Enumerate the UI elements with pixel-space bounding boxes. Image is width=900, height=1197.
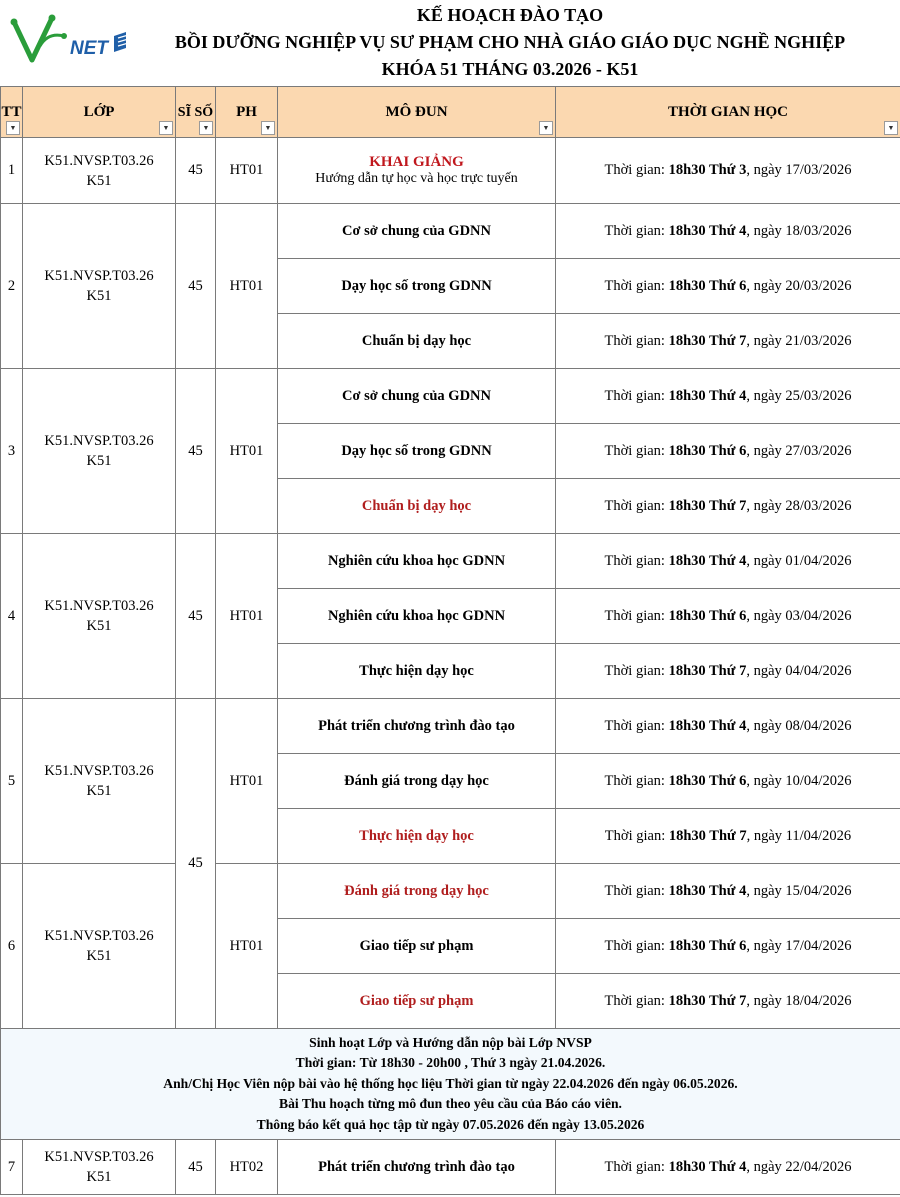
date-value: 22/04/2026 (785, 1158, 852, 1175)
time-value: 18h30 Thứ 7 (668, 332, 747, 349)
time-label: Thời gian: (604, 277, 665, 294)
time-value: 18h30 Thứ 4 (668, 222, 747, 239)
time-value: 18h30 Thứ 7 (668, 827, 747, 844)
module-cell (278, 138, 556, 204)
class-cell (23, 138, 176, 204)
time-value: 18h30 Thứ 6 (668, 772, 747, 789)
module-cell: Giao tiếp sư phạm (278, 974, 556, 1029)
col-header-tt[interactable] (1, 87, 23, 138)
col-header-tt-label: TT (1, 103, 22, 120)
filter-dropdown-icon[interactable]: ▼ (159, 121, 173, 135)
time-cell (556, 1140, 900, 1195)
day-separator: , ngày (746, 607, 782, 624)
title-block (140, 2, 880, 83)
time-label: Thời gian: (604, 662, 665, 679)
col-header-lop-label: LỚP (83, 103, 115, 120)
row-number: 7 (1, 1140, 23, 1195)
course-title: KHÓA 51 THÁNG 03.2026 - K51 (381, 59, 639, 79)
day-separator: , ngày (746, 162, 782, 178)
filter-dropdown-icon[interactable]: ▼ (884, 121, 898, 135)
class-name: K51.NVSP.T03.26 (44, 928, 154, 944)
time-value: 18h30 Thứ 6 (668, 277, 747, 294)
day-separator: , ngày (746, 497, 782, 514)
date-value: 18/04/2026 (785, 992, 852, 1009)
module-cell: Chuẩn bị dạy học (278, 479, 556, 534)
time-label: Thời gian: (604, 882, 665, 899)
page-subtitle: BỒI DƯỠNG NGHIỆP VỤ SƯ PHẠM CHO NHÀ GIÁO GIÁO DỤC NGHỀ NGHIỆP (174, 32, 846, 52)
class-code: K51 (86, 288, 112, 304)
module-cell: Dạy học số trong GDNN (278, 424, 556, 479)
class-code: K51 (86, 948, 112, 964)
time-cell (556, 479, 900, 534)
date-value: 10/04/2026 (785, 772, 852, 789)
room-cell: HT01 (216, 369, 278, 534)
header-row (1, 87, 900, 138)
time-cell (556, 919, 900, 974)
student-count: 45 (176, 1140, 216, 1195)
time-label: Thời gian: (604, 552, 665, 569)
module-cell: Phát triển chương trình đào tạo (278, 699, 556, 754)
time-label: Thời gian: (604, 992, 665, 1009)
col-header-ph[interactable] (216, 87, 278, 138)
class-name: K51.NVSP.T03.26 (44, 763, 154, 779)
module-cell: Thực hiện dạy học (278, 644, 556, 699)
row-number: 3 (1, 369, 23, 534)
class-code: K51 (86, 1169, 112, 1185)
row-number: 6 (1, 864, 23, 1029)
col-header-siso-label: SĨ SỐ (177, 104, 214, 120)
student-count: 45 (176, 204, 216, 369)
class-code: K51 (86, 453, 112, 469)
filter-dropdown-icon[interactable]: ▼ (539, 121, 553, 135)
time-label: Thời gian: (604, 717, 665, 734)
room-cell: HT02 (216, 1140, 278, 1195)
class-name: K51.NVSP.T03.26 (44, 152, 154, 169)
time-value: 18h30 Thứ 4 (668, 1158, 747, 1175)
row-number: 5 (1, 699, 23, 864)
table-row (1, 138, 900, 204)
day-separator: , ngày (746, 552, 782, 569)
student-count: 45 (176, 369, 216, 534)
date-value: 01/04/2026 (785, 552, 852, 569)
day-separator: , ngày (746, 387, 782, 404)
page-header (0, 0, 900, 86)
date-value: 15/04/2026 (785, 882, 852, 899)
note-cell (1, 1029, 900, 1140)
table-row (1, 1140, 900, 1195)
day-separator: , ngày (746, 1158, 782, 1175)
module-cell: Đánh giá trong dạy học (278, 754, 556, 809)
time-label: Thời gian: (604, 332, 665, 349)
filter-dropdown-icon[interactable]: ▼ (199, 121, 213, 135)
day-separator: , ngày (746, 277, 782, 294)
time-value: 18h30 Thứ 6 (668, 937, 747, 954)
day-separator: , ngày (746, 332, 782, 349)
col-header-thoigian[interactable] (556, 87, 900, 138)
module-cell: Nghiên cứu khoa học GDNN (278, 589, 556, 644)
time-cell (556, 864, 900, 919)
student-count: 45 (176, 138, 216, 204)
day-separator: , ngày (746, 717, 782, 734)
schedule-table (0, 86, 900, 1195)
note-line1: Sinh hoạt Lớp và Hướng dẫn nộp bài Lớp NVSP (309, 1034, 592, 1050)
filter-dropdown-icon[interactable]: ▼ (261, 121, 275, 135)
day-separator: , ngày (746, 662, 782, 679)
class-code: K51 (86, 172, 112, 189)
class-name: K51.NVSP.T03.26 (44, 598, 154, 614)
room-cell: HT01 (216, 204, 278, 369)
col-header-siso[interactable] (176, 87, 216, 138)
time-cell (556, 424, 900, 479)
class-code: K51 (86, 618, 112, 634)
module-cell: Đánh giá trong dạy học (278, 864, 556, 919)
class-name: K51.NVSP.T03.26 (44, 268, 154, 284)
table-row (1, 369, 900, 424)
time-label: Thời gian: (604, 937, 665, 954)
date-value: 28/03/2026 (785, 497, 852, 514)
time-label: Thời gian: (604, 387, 665, 404)
room-cell: HT01 (216, 534, 278, 699)
room-cell: HT01 (216, 138, 278, 204)
time-value: 18h30 Thứ 4 (668, 387, 747, 404)
page-title: KẾ HOẠCH ĐÀO TẠO (416, 5, 604, 25)
table-row (1, 864, 900, 919)
note-line2: Thời gian: Từ 18h30 - 20h00 , Thứ 3 ngày 21.04.2026. (295, 1055, 606, 1071)
time-label: Thời gian: (604, 442, 665, 459)
time-label: Thời gian: (604, 162, 665, 178)
time-cell (556, 974, 900, 1029)
time-cell (556, 259, 900, 314)
vnet-logo (8, 12, 136, 68)
student-count: 45 (176, 699, 216, 1029)
date-value: 18/03/2026 (785, 222, 852, 239)
time-value: 18h30 Thứ 7 (668, 662, 747, 679)
filter-dropdown-icon[interactable]: ▼ (6, 121, 20, 135)
module-cell: Nghiên cứu khoa học GDNN (278, 534, 556, 589)
day-separator: , ngày (746, 772, 782, 789)
note-line4: Bài Thu hoạch từng mô đun theo yêu cầu của Báo cáo viên. (279, 1096, 622, 1112)
note-row (1, 1029, 900, 1140)
time-value: 18h30 Thứ 4 (668, 552, 747, 569)
time-value: 18h30 Thứ 6 (668, 607, 747, 624)
time-label: Thời gian: (604, 772, 665, 789)
date-value: 17/03/2026 (785, 162, 852, 178)
class-cell (23, 1140, 176, 1195)
class-code: K51 (86, 783, 112, 799)
time-cell (556, 534, 900, 589)
date-value: 20/03/2026 (785, 277, 852, 294)
time-cell (556, 644, 900, 699)
row-number: 1 (1, 138, 23, 204)
table-row (1, 534, 900, 589)
class-cell (23, 534, 176, 699)
time-cell (556, 589, 900, 644)
class-cell (23, 204, 176, 369)
module-cell: Giao tiếp sư phạm (278, 919, 556, 974)
col-header-modun[interactable] (278, 87, 556, 138)
module-cell: Chuẩn bị dạy học (278, 314, 556, 369)
room-cell: HT01 (216, 699, 278, 864)
date-value: 08/04/2026 (785, 717, 852, 734)
row-number: 2 (1, 204, 23, 369)
note-line5: Thông báo kết quả học tập từ ngày 07.05.2026 đến ngày 13.05.2026 (256, 1116, 645, 1132)
module-cell: Cơ sở chung của GDNN (278, 204, 556, 259)
time-label: Thời gian: (604, 827, 666, 844)
module-cell: Cơ sở chung của GDNN (278, 369, 556, 424)
logo-text: NET (70, 38, 108, 59)
day-separator: , ngày (746, 827, 783, 844)
date-value: 17/04/2026 (785, 937, 852, 954)
class-name: K51.NVSP.T03.26 (44, 1149, 154, 1165)
opening-subtitle: Hướng dẫn tự học và học trực tuyến (315, 171, 518, 186)
student-count: 45 (176, 534, 216, 699)
date-value: 21/03/2026 (785, 332, 852, 349)
col-header-lop[interactable] (23, 87, 176, 138)
date-value: 11/04/2026 (785, 827, 852, 844)
time-value: 18h30 Thứ 3 (668, 162, 747, 178)
time-cell (556, 138, 900, 204)
date-value: 04/04/2026 (785, 662, 852, 679)
time-cell (556, 204, 900, 259)
class-cell (23, 369, 176, 534)
time-label: Thời gian: (604, 497, 665, 514)
time-label: Thời gian: (604, 607, 665, 624)
time-value: 18h30 Thứ 6 (668, 442, 747, 459)
time-cell (556, 754, 900, 809)
table-row (1, 699, 900, 754)
note-line3: Anh/Chị Học Viên nộp bài vào hệ thống học liệu Thời gian từ ngày 22.04.2026 đến ngày 06.05.2026. (163, 1075, 738, 1091)
module-cell: Phát triển chương trình đào tạo (278, 1140, 556, 1195)
day-separator: , ngày (746, 882, 782, 899)
class-cell (23, 864, 176, 1029)
col-header-thoigian-label: THỜI GIAN HỌC (667, 103, 788, 120)
time-value: 18h30 Thứ 4 (668, 717, 747, 734)
time-cell (556, 314, 900, 369)
time-value: 18h30 Thứ 7 (668, 992, 747, 1009)
class-name: K51.NVSP.T03.26 (44, 433, 154, 449)
time-value: 18h30 Thứ 4 (668, 882, 747, 899)
date-value: 25/03/2026 (785, 387, 852, 404)
col-header-ph-label: PH (236, 103, 257, 120)
time-cell (556, 699, 900, 754)
day-separator: , ngày (746, 442, 782, 459)
time-value: 18h30 Thứ 7 (668, 497, 747, 514)
room-cell: HT01 (216, 864, 278, 1029)
row-number: 4 (1, 534, 23, 699)
class-cell (23, 699, 176, 864)
time-label: Thời gian: (604, 222, 665, 239)
date-value: 27/03/2026 (785, 442, 852, 459)
table-row (1, 204, 900, 259)
module-cell: Thực hiện dạy học (278, 809, 556, 864)
time-label: Thời gian: (604, 1158, 665, 1175)
time-cell (556, 369, 900, 424)
day-separator: , ngày (746, 222, 782, 239)
date-value: 03/04/2026 (785, 607, 852, 624)
col-header-modun-label: MÔ ĐUN (385, 103, 448, 120)
day-separator: , ngày (746, 937, 782, 954)
opening-label: KHAI GIẢNG (369, 154, 464, 170)
time-cell (556, 809, 900, 864)
day-separator: , ngày (746, 992, 782, 1009)
module-cell: Dạy học số trong GDNN (278, 259, 556, 314)
